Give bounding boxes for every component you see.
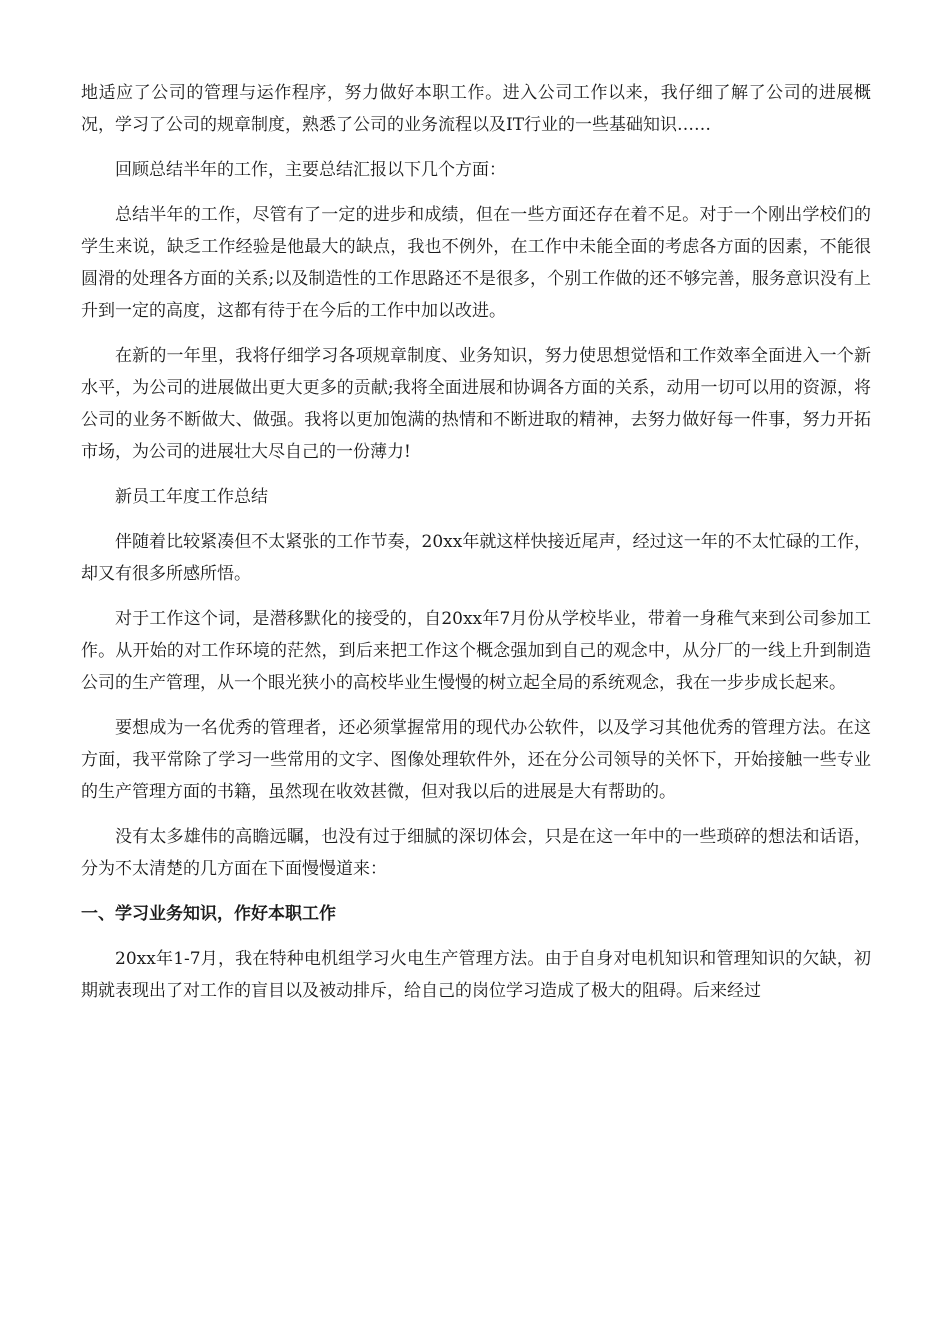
paragraph-1: 地适应了公司的管理与运作程序，努力做好本职工作。进入公司工作以来，我仔细了解了公司的进展概况，学习了公司的规章制度，熟悉了公司的业务流程以及IT行业的一些基础知识……: [81, 83, 871, 135]
paragraph-8: 没有太多雄伟的高瞻远瞩，也没有过于细腻的深切体会，只是在这一年中的一些琐碎的想法和话语，分为不太清楚的几方面在下面慢慢道来：: [81, 827, 871, 879]
paragraph-9: 20xx年1-7月，我在特种电机组学习火电生产管理方法。由于自身对电机知识和管理知识的欠缺，初期就表现出了对工作的盲目以及被动排斥，给自己的岗位学习造成了极大的阻碍。后来经过: [81, 949, 871, 1001]
paragraph-4: 在新的一年里，我将仔细学习各项规章制度、业务知识，努力使思想觉悟和工作效率全面进入一个新水平，为公司的进展做出更大更多的贡献;我将全面进展和协调各方面的关系，动用一切可以用的资源，将公司的业务不断做大、做强。我将以更加饱满的热情和不断进取的精神，去努力做好每一件事，努力开拓市场，为公司的进展壮大尽自己的一份薄力!: [81, 346, 871, 462]
paragraph-7: 要想成为一名优秀的管理者，还必须掌握常用的现代办公软件，以及学习其他优秀的管理方法。在这方面，我平常除了学习一些常用的文字、图像处理软件外，还在分公司领导的关怀下，开始接触一些专业的生产管理方面的书籍，虽然现在收效甚微，但对我以后的进展是大有帮助的。: [81, 718, 871, 802]
paragraph-2: 回顾总结半年的工作，主要总结汇报以下几个方面：: [115, 160, 506, 180]
section-heading: 一、学习业务知识，作好本职工作: [81, 904, 336, 924]
paragraph-6: 对于工作这个词，是潜移默化的接受的，自20xx年7月份从学校毕业，带着一身稚气来到公司参加工作。从开始的对工作环境的茫然，到后来把工作这个概念强加到自己的观念中，从分厂的一线上升到制造公司的生产管理，从一个眼光狭小的高校毕业生慢慢的树立起全局的系统观念，我在一步步成长起来。: [81, 609, 871, 693]
paragraph-3: 总结半年的工作，尽管有了一定的进步和成绩，但在一些方面还存在着不足。对于一个刚出学校们的学生来说，缺乏工作经验是他最大的缺点，我也不例外，在工作中未能全面的考虑各方面的因素，不能很圆滑的处理各方面的关系;以及制造性的工作思路还不是很多，个别工作做的还不够完善，服务意识没有上升到一定的高度，这都有待于在今后的工作中加以改进。: [81, 205, 871, 321]
paragraph-5: 伴随着比较紧凑但不太紧张的工作节奏，20xx年就这样快接近尾声，经过这一年的不太忙碌的工作，却又有很多所感所悟。: [81, 532, 871, 584]
document-body: [81, 77, 871, 1020]
subtitle: 新员工年度工作总结: [115, 487, 268, 507]
